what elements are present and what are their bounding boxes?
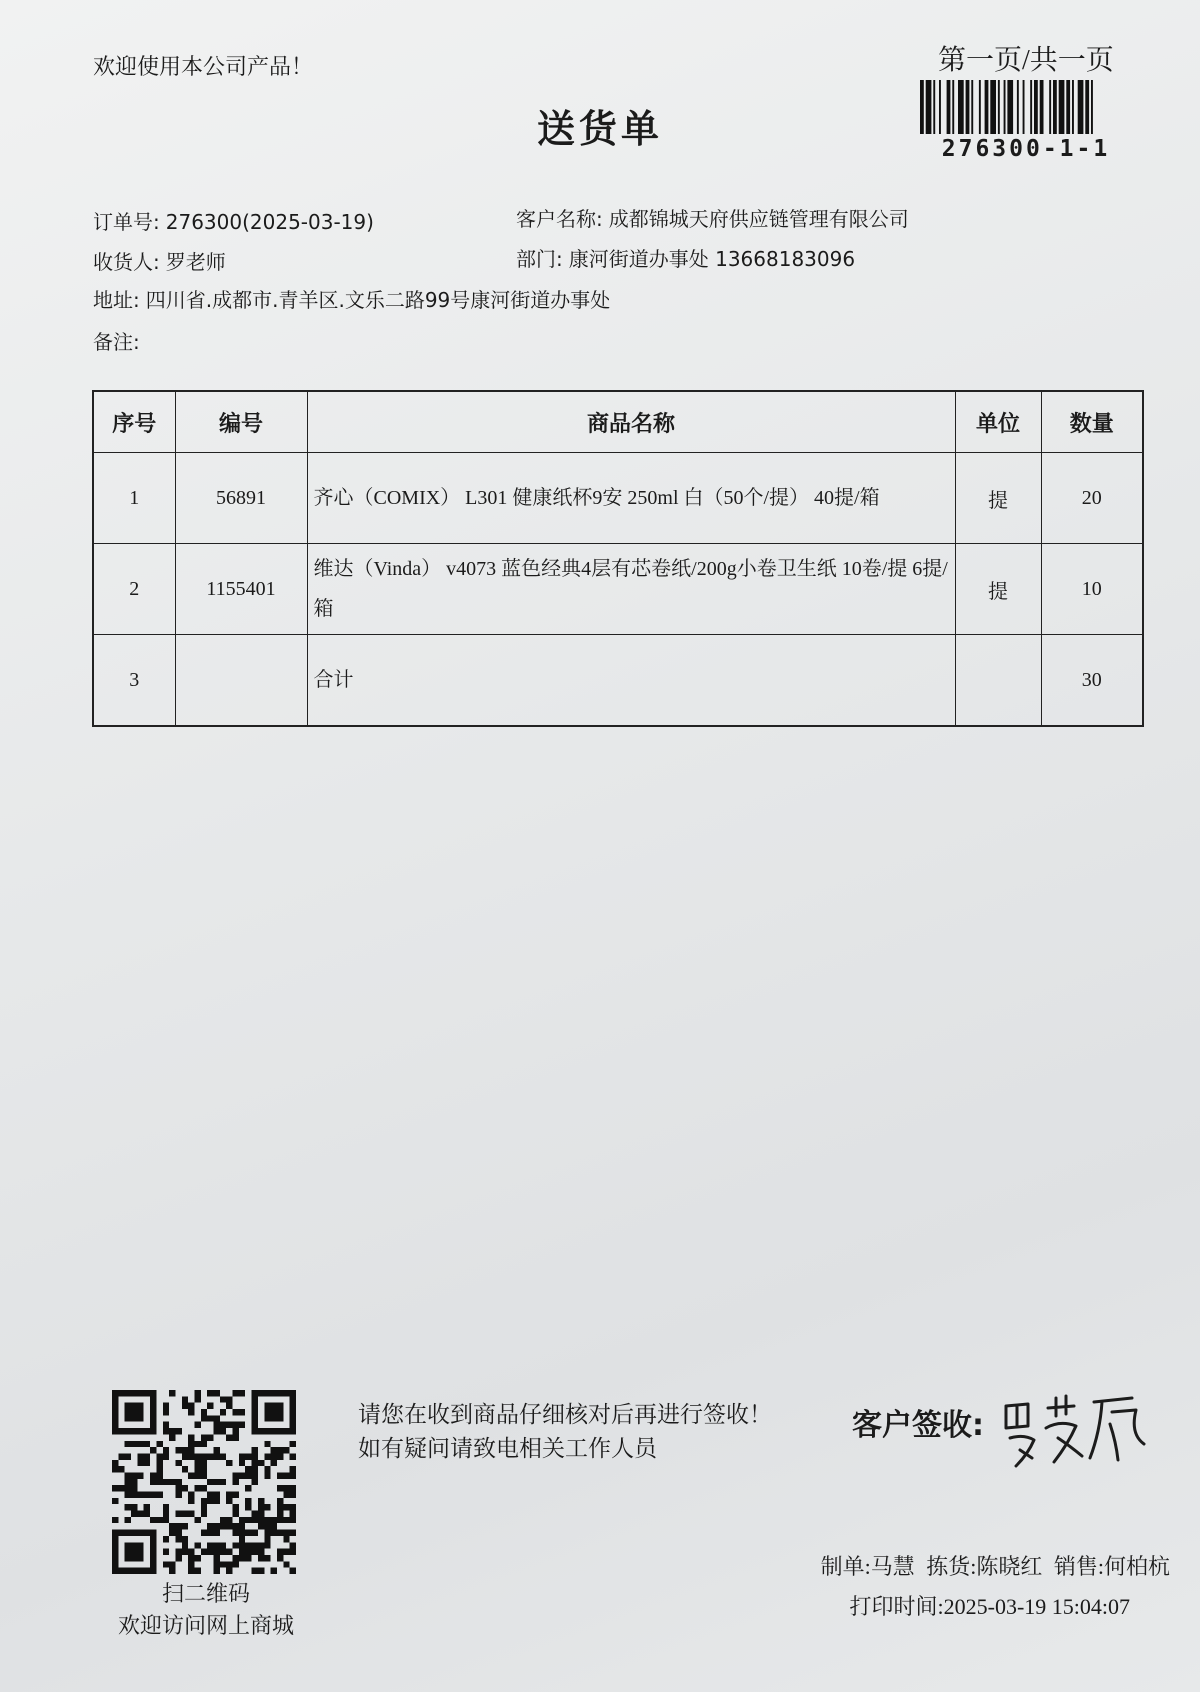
customer-signature-label: 客户签收: bbox=[852, 1408, 984, 1443]
receiver-field bbox=[93, 246, 226, 275]
customer-value: 成都锦城天府供应链管理有限公司 bbox=[608, 207, 909, 231]
customer-field bbox=[516, 203, 909, 232]
order-number-value: 276300(2025-03-19) bbox=[165, 210, 374, 234]
row-unit: 提 bbox=[955, 544, 1041, 635]
order-number-field bbox=[93, 206, 374, 235]
row-product-name: 合计 bbox=[307, 635, 955, 727]
table-row-total bbox=[93, 635, 1143, 727]
row-quantity: 30 bbox=[1041, 635, 1143, 727]
print-time: 打印时间:2025-03-19 15:04:07 bbox=[849, 1594, 1130, 1619]
handwritten-signature-icon bbox=[998, 1384, 1148, 1474]
column-header-product-name: 商品名称 bbox=[307, 391, 955, 453]
qr-code-icon[interactable] bbox=[112, 1390, 296, 1574]
qr-caption-line-2: 欢迎访问网上商城 bbox=[117, 1613, 294, 1638]
row-quantity: 20 bbox=[1041, 453, 1143, 544]
department-value: 康河街道办事处 13668183096 bbox=[568, 247, 856, 271]
qr-caption-line-1: 扫二维码 bbox=[161, 1581, 250, 1606]
qr-caption bbox=[100, 1578, 312, 1642]
barcode-icon bbox=[918, 80, 1134, 134]
table-header-row bbox=[93, 391, 1143, 453]
row-product-name: 维达（Vinda） v4073 蓝色经典4层有芯卷纸/200g小卷卫生纸 10卷/提 6提/箱 bbox=[307, 544, 955, 635]
row-unit: 提 bbox=[955, 453, 1041, 544]
remark-label: 备注: bbox=[93, 330, 140, 354]
address-field bbox=[93, 284, 610, 313]
receiver-value: 罗老师 bbox=[165, 250, 226, 274]
remark-field bbox=[93, 326, 146, 355]
column-header-code: 编号 bbox=[175, 391, 307, 453]
order-number-label: 订单号: bbox=[93, 210, 160, 234]
row-seq: 2 bbox=[93, 544, 175, 635]
column-header-quantity: 数量 bbox=[1041, 391, 1143, 453]
items-table bbox=[92, 390, 1144, 727]
column-header-seq: 序号 bbox=[93, 391, 175, 453]
staff-info: 制单:马慧 拣货:陈晓红 销售:何柏杭 bbox=[820, 1554, 1170, 1579]
customer-label: 客户名称: bbox=[516, 207, 603, 231]
row-code bbox=[175, 635, 307, 727]
column-header-unit: 单位 bbox=[955, 391, 1041, 453]
row-seq: 3 bbox=[93, 635, 175, 727]
address-label: 地址: bbox=[93, 288, 140, 312]
row-product-name: 齐心（COMIX） L301 健康纸杯9安 250ml 白（50个/提） 40提/箱 bbox=[307, 453, 955, 544]
receipt-notice: 请您在收到商品仔细核对后再进行签收！如有疑问请致电相关工作人员 bbox=[358, 1402, 772, 1462]
row-code: 1155401 bbox=[175, 544, 307, 635]
page-indicator: 第一页/共一页 bbox=[938, 45, 1114, 76]
receiver-label: 收货人: bbox=[93, 250, 160, 274]
table-row bbox=[93, 544, 1143, 635]
table-row bbox=[93, 453, 1143, 544]
row-quantity: 10 bbox=[1041, 544, 1143, 635]
barcode-number: 276300-1-1 bbox=[941, 136, 1111, 162]
greeting-text: 欢迎使用本公司产品！ bbox=[93, 55, 314, 80]
document-title: 送货单 bbox=[536, 107, 663, 151]
row-seq: 1 bbox=[93, 453, 175, 544]
row-unit bbox=[955, 635, 1041, 727]
row-code: 56891 bbox=[175, 453, 307, 544]
address-value: 四川省.成都市.青羊区.文乐二路99号康河街道办事处 bbox=[145, 288, 611, 312]
department-label: 部门: bbox=[516, 247, 563, 271]
department-field bbox=[516, 243, 855, 272]
